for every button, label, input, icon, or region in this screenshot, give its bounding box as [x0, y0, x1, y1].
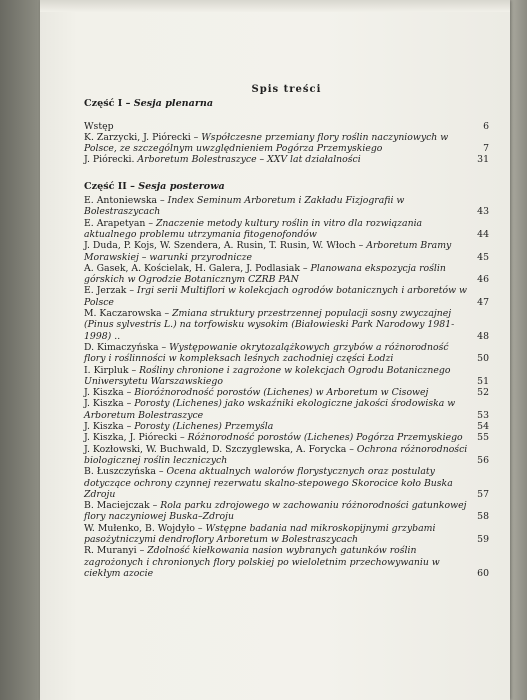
page-title: Spis treści	[251, 84, 322, 95]
toc-entry	[84, 432, 489, 443]
entry-page-number: 58	[477, 511, 489, 523]
entry-title: Planowana ekspozycja roślin górskich w Ogrodzie Botanicznym CZRB PAN	[84, 262, 446, 286]
entry-authors: Wstęp	[84, 120, 114, 132]
toc-entry	[84, 500, 489, 523]
toc-entry	[84, 398, 489, 421]
entry-authors: J. Kiszka –	[84, 387, 135, 399]
entry-title: Znaczenie metody kultury roślin in vitro dla rozwiązania aktualnego problemu utrzymania fitogenofondów	[84, 217, 423, 240]
entry-page-number: 7	[483, 143, 489, 155]
part-2-entries	[84, 195, 489, 579]
entry-page-number: 47	[477, 296, 489, 308]
part-2-label: Część II –	[84, 180, 139, 192]
toc-entry	[84, 121, 489, 132]
page-edge-shadow	[40, 0, 510, 12]
entry-authors: J. Kiszka –	[84, 421, 135, 433]
entry-authors: K. Zarzycki, J. Piórecki –	[84, 131, 202, 143]
entry-title: Porosty (Lichenes) jako wskaźniki ekologiczne jakości środowiska w Arboretum Bolestraszyce	[84, 398, 456, 421]
entry-authors: D. Kimaczyńska –	[84, 341, 170, 353]
entry-authors: E. Jerzak –	[84, 285, 138, 297]
entry-authors: W. Mułenko, B. Wojdyło –	[84, 522, 206, 534]
toc-entry	[84, 342, 489, 365]
entry-title: Współczesne przemiany flory roślin naczyniowych w Polsce, ze szczególnym uwzględnieniem Pogórza Przemyskiego	[84, 131, 449, 155]
entry-page-number: 60	[477, 567, 489, 579]
toc-entry	[84, 421, 489, 432]
entry-authors: B. Łuszczyńska –	[84, 466, 167, 478]
toc-entry	[84, 308, 489, 342]
entry-page-number: 54	[477, 421, 489, 433]
entry-page-number: 46	[477, 274, 489, 286]
toc-entry	[84, 466, 489, 500]
entry-authors: A. Gasek, A. Kościelak, H. Galera, J. Podlasiak –	[84, 262, 311, 274]
entry-page-number: 48	[477, 330, 489, 342]
entry-title: Ochrona różnorodności biologicznej roślin leczniczych	[84, 443, 468, 466]
entry-authors: R. Muranyi –	[84, 545, 148, 557]
toc-entry	[84, 263, 489, 286]
entry-title: Różnorodność porostów (Lichenes) Pogórza Przemyskiego	[187, 432, 463, 444]
toc-entry	[84, 132, 489, 155]
entry-authors: J. Kozłowski, W. Buchwald, D. Szczyglewska, A. Forycka –	[84, 443, 357, 455]
entry-authors: J. Piórecki.	[84, 154, 138, 166]
entry-authors: J. Kiszka –	[84, 398, 135, 410]
entry-title: Rośliny chronione i zagrożone w kolekcjach Ogrodu Botanicznego Uniwersytetu Warszawskiego	[84, 364, 451, 387]
entry-title: Zmiana struktury przestrzennej populacji sosny zwyczajnej (Pinus sylvestris L.) na torfowisku wysokim (Białowieski Park Narodowy 1981-1998) ..	[84, 308, 455, 342]
entry-authors: E. Antoniewska –	[84, 195, 168, 207]
entry-authors: J. Kiszka, J. Piórecki –	[84, 432, 188, 444]
toc-entry	[84, 545, 489, 579]
part-1-entries	[84, 121, 489, 166]
toc-entry	[84, 387, 489, 398]
entry-title: Bioróżnorodność porostów (Lichenes) w Arboretum w Cisowej	[134, 387, 429, 399]
entry-authors: B. Maciejczak –	[84, 500, 161, 512]
toc-entry	[84, 195, 489, 218]
entry-authors: I. Kirpluk –	[84, 364, 140, 376]
entry-authors: E. Arapetyan –	[84, 217, 156, 229]
entry-page-number: 50	[477, 353, 489, 365]
book-page	[40, 0, 510, 700]
entry-page-number: 59	[477, 533, 489, 545]
entry-page-number: 6	[483, 120, 489, 132]
entry-page-number: 53	[477, 409, 489, 421]
part-1-heading	[84, 98, 489, 109]
entry-page-number: 51	[477, 375, 489, 387]
entry-title: Porosty (Lichenes) Przemyśla	[134, 421, 274, 433]
entry-title: Irgi serii Multiflori w kolekcjach ogrodów botanicznych i arboretów w Polsce	[84, 285, 467, 308]
entry-page-number: 55	[477, 432, 489, 444]
toc-entry	[84, 444, 489, 467]
entry-authors: J. Duda, P. Kojs, W. Szendera, A. Rusin, T. Rusin, W. Włoch –	[84, 240, 367, 252]
entry-title: Wstępne badania nad mikroskopijnymi grzybami pasożytniczymi dendroflory Arboretum w Bolestraszycach	[84, 522, 436, 545]
entry-page-number: 31	[477, 154, 489, 166]
entry-title: Ocena aktualnych walorów florystycznych oraz postulaty dotyczące ochrony czynnej rezerwatu skalno-stepowego Skorocice koło Buska Zdroju	[84, 466, 453, 500]
part-2-name: Sesja posterowa	[138, 180, 225, 192]
entry-title: Arboretum Bolestraszyce – XXV lat działalności	[137, 154, 361, 166]
entry-page-number: 56	[477, 454, 489, 466]
entry-page-number: 52	[477, 387, 489, 399]
toc-entry	[84, 240, 489, 263]
entry-page-number: 44	[477, 228, 489, 240]
entry-title: Arboretum Bramy Morawskiej – warunki przyrodnicze	[84, 240, 452, 263]
entry-title: Rola parku zdrojowego w zachowaniu różnorodności gatunkowej flory naczyniowej Buska–Zdroju	[84, 500, 467, 523]
entry-page-number: 43	[477, 206, 489, 218]
toc-entry	[84, 154, 489, 165]
toc-entry	[84, 523, 489, 546]
toc-entry	[84, 218, 489, 241]
table-of-contents	[84, 84, 489, 579]
part-1-name: Sesja plenarna	[133, 98, 214, 110]
entry-title: Index Seminum Arboretum i Zakładu Fizjografii w Bolestraszycach	[84, 195, 405, 218]
part-1-label: Część I –	[84, 98, 134, 110]
toc-entry	[84, 365, 489, 388]
entry-page-number: 45	[477, 251, 489, 263]
entry-page-number: 57	[477, 488, 489, 500]
toc-entry	[84, 285, 489, 308]
entry-authors: M. Kaczarowska –	[84, 308, 173, 320]
entry-title: Występowanie okrytozalążkowych grzybów a różnorodność flory i roślinności w kompleksach leśnych zachodniej części Łodzi	[84, 341, 449, 365]
entry-title: Zdolność kiełkowania nasion wybranych gatunków roślin zagrożonych i chronionych flory polskiej po wieloletnim przechowywaniu w ciekłym azocie	[84, 545, 440, 579]
part-2-heading	[84, 181, 489, 192]
